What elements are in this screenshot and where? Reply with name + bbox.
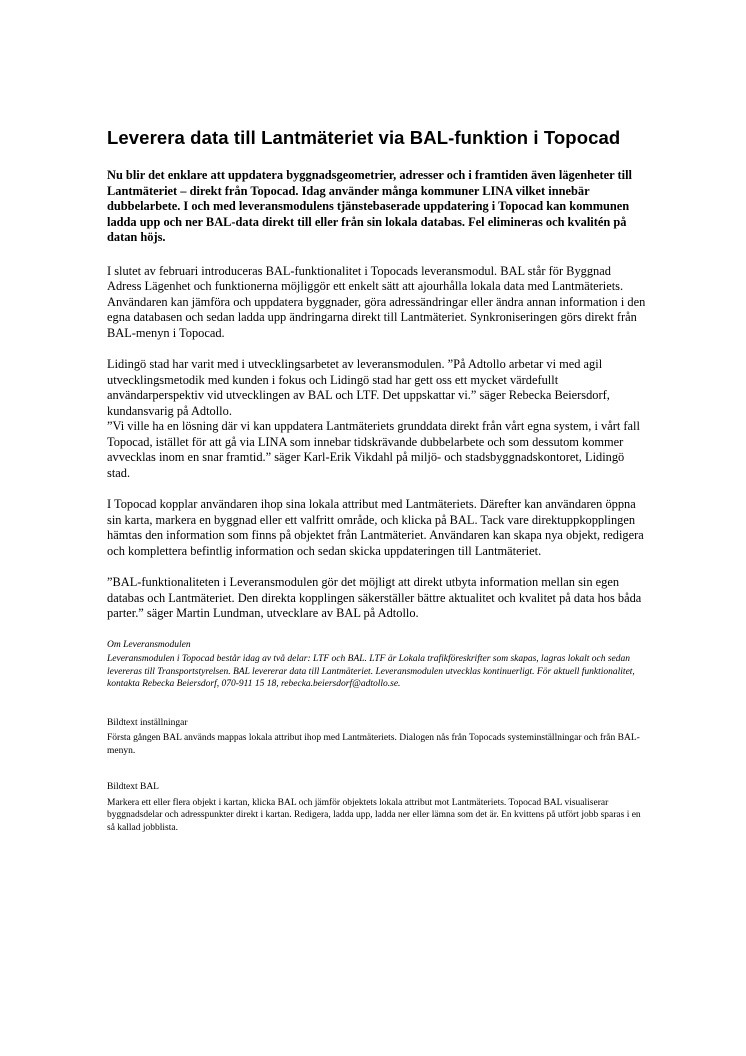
article-title: Leverera data till Lantmäteriet via BAL-funktion i Topocad <box>107 127 621 148</box>
paragraph-lidingo: Lidingö stad har varit med i utvecklingsarbetet av leveransmodulen. ”På Adtollo arbetar vi med agil utvecklingsmetodik med kunden i fokus och Lidingö stad har gett oss ett mycket värdefullt användarperspektiv vid utvecklingen av BAL och LTF. Det uppskattar vi.” säger Rebecka Beiersdorf, kundansvarig på Adtollo. <box>107 357 610 418</box>
paragraph-quote-lundman: ”BAL-funktionaliteten i Leveransmodulen gör det möjligt att direkt utbyta information mellan sin egen databas och Lantmäteriet. Den direkta kopplingen säkerställer bättre aktualitet och kvalitet på data hos båda parter.” säger Martin Lundman, utvecklare av BAL på Adtollo. <box>107 575 642 620</box>
paragraph-topocad-usage: I Topocad kopplar användaren ihop sina lokala attribut med Lantmäteriets. Därefter kan användaren öppna sin karta, markera en byggnad eller ett valfritt område, och klicka på BAL. Tack vare direktuppkopplingen hämtas den information som finns på objektet från Lantmäteriet. Användaren kan skapa nya objekt, redigera och komplettera befintlig information och sedan skicka uppdateringen till Lantmäteriet. <box>107 497 644 558</box>
about-text: Leveransmodulen i Topocad består idag av två delar: LTF och BAL. LTF är Lokala trafikföreskrifter som skapas, lagras lokalt och sedan levereras till Transportstyrelsen. BAL levererar data till Lantmäteriet. Leveransmodulen utvecklas kontinuerligt. För aktuell funktionalitet, kontakta Rebecka Beiersdorf, 070-911 15 18, rebecka.beiersdorf@adtollo.se. <box>107 654 635 689</box>
about-title: Om Leveransmodulen <box>107 639 191 650</box>
caption-settings-title: Bildtext inställningar <box>107 717 188 728</box>
caption-bal <box>107 781 647 834</box>
paragraph-quote-vikdahl: ”Vi ville ha en lösning där vi kan uppdatera Lantmäteriets grunddata direkt från vårt egna system, i vårt fall Topocad, istället för att gå via LINA som innebar tidskrävande dubbelarbete och som dessutom kommer avvecklas inom en snar framtid.” säger Karl-Erik Vikdahl på miljö- och stadsbyggnadskontoret, Lidingö stad. <box>107 419 640 480</box>
caption-bal-text: Markera ett eller flera objekt i kartan, klicka BAL och jämför objektets lokala attribut mot Lantmäteriets. Topocad BAL visualiserar byggnadsdelar och adresspunkter direkt i kartan. Redigera, ladda upp, ladda ner eller lämna som det är. En kvittens på utfört jobb sparas i en så kallad jobblista. <box>107 797 641 833</box>
article-lead: Nu blir det enklare att uppdatera byggnadsgeometrier, adresser och i framtiden även lägenheter till Lantmäteriet – direkt från Topocad. Idag använder många kommuner LINA vilket innebär dubbelarbete. I och med leveransmodulens tjänstebaserade uppdatering i Topocad kan kommunen ladda upp och ner BAL-data direkt till eller från sin lokala databas. Fel elimineras och kvalitén på datan höjs. <box>107 168 632 244</box>
article-content <box>107 127 647 834</box>
caption-settings-text: Första gången BAL används mappas lokala attribut ihop med Lantmäteriets. Dialogen nås från Topocads systeminställningar och från BAL-menyn. <box>107 733 640 756</box>
article-body <box>107 246 647 622</box>
paragraph-bal-intro: I slutet av februari introduceras BAL-funktionalitet i Topocads leveransmodul. BAL står för Byggnad Adress Lägenhet och funktionerna möjliggör ett enkelt sätt att ajourhålla lokala data med Lantmäteriets. Användaren kan jämföra och uppdatera byggnader, göra adressändringar eller ändra annan information i den egna databasen och sedan ladda upp ändringarna direkt till Lantmäteriet. Synkroniseringen görs direkt från BAL-menyn i Topocad. <box>107 263 646 340</box>
caption-settings <box>107 717 647 758</box>
about-section <box>107 639 647 691</box>
caption-bal-title: Bildtext BAL <box>107 782 159 792</box>
